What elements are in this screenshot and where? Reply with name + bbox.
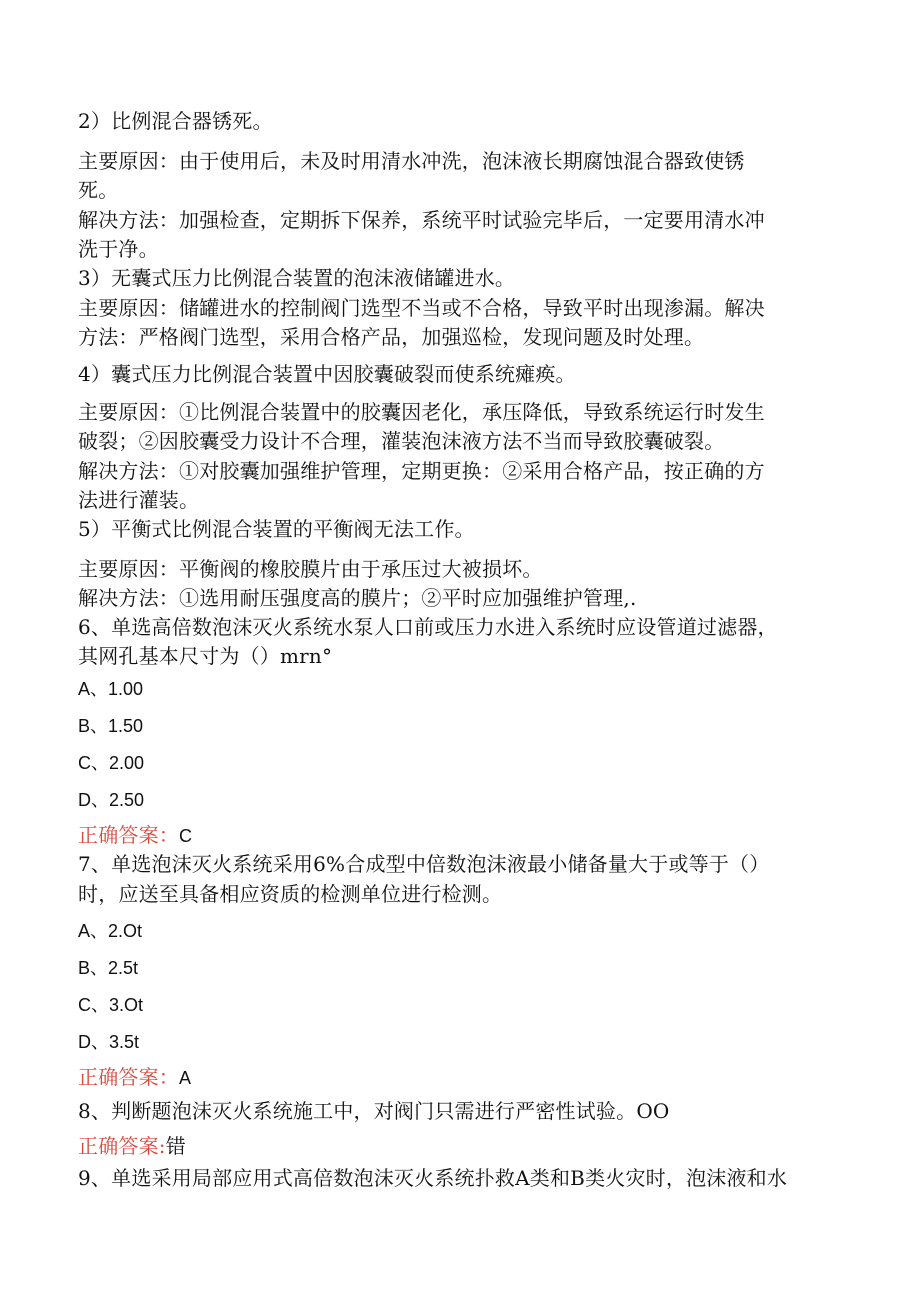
- text-line: 主要原因：平衡阀的橡胶膜片由于承压过大被损坏。: [78, 557, 543, 581]
- answer-label: 正确答案：: [78, 1065, 179, 1089]
- answer-value: C: [179, 826, 193, 846]
- answer-value: 错: [165, 1134, 186, 1158]
- question-6-option-b: B、1.50: [78, 716, 144, 736]
- heading-2-proportional-mixer-rusted: 2）比例混合器锈死。: [78, 109, 273, 133]
- question-6-option-d: D、2.50: [78, 790, 145, 810]
- text-line: 法进行灌装。: [78, 488, 200, 512]
- answer-label: 正确答案:: [78, 1134, 166, 1158]
- text-line: 主要原因：①比例混合装置中的胶囊因老化，承压降低，导致系统运行时发生: [78, 400, 765, 424]
- heading-4-bladder-rupture: 4）囊式压力比例混合装置中因胶囊破裂而使系统瘫痪。: [78, 362, 576, 386]
- question-9-text: 9、单选采用局部应用式高倍数泡沫灭火系统扑救A类和B类火灾时，泡沫液和水: [78, 1166, 788, 1190]
- text-line: 解决方法：①选用耐压强度高的膜片；②平时应加强维护管理,.: [78, 586, 637, 610]
- question-8-answer: [78, 1133, 186, 1159]
- question-6-answer: [78, 822, 192, 849]
- question-7-option-a: A、2.Ot: [78, 921, 143, 941]
- question-7-option-d: D、3.5t: [78, 1032, 140, 1052]
- text-line: 破裂；②因胶囊受力设计不合理，灌装泡沫液方法不当而导致胶囊破裂。: [78, 429, 725, 453]
- heading-5-balance-valve-failure: 5）平衡式比例混合装置的平衡阀无法工作。: [78, 517, 475, 541]
- text-line: 主要原因：由于使用后，未及时用清水冲洗，泡沫液长期腐蚀混合器致使锈: [78, 149, 745, 173]
- question-7-option-b: B、2.5t: [78, 958, 139, 978]
- question-6-text: 6、单选高倍数泡沫灭火系统水泵人口前或压力水进入系统时应设管道过滤器，: [78, 615, 778, 639]
- text-line: 主要原因：储罐进水的控制阀门选型不当或不合格，导致平时出现渗漏。解决: [78, 296, 765, 320]
- question-7-text: 时，应送至具备相应资质的检测单位进行检测。: [78, 882, 503, 906]
- heading-3-tank-water-ingress: 3）无囊式压力比例混合装置的泡沫液储罐进水。: [78, 266, 516, 290]
- text-line: 方法：严格阀门选型，采用合格产品，加强巡检，发现问题及时处理。: [78, 325, 705, 349]
- text-line: 洗于净。: [78, 237, 159, 261]
- question-8-text: 8、判断题泡沫灭火系统施工中，对阀门只需进行严密性试验。OO: [78, 1099, 670, 1123]
- text-line: 解决方法：①对胶囊加强维护管理，定期更换：②采用合格产品，按正确的方: [78, 459, 765, 483]
- question-7-option-c: C、3.Ot: [78, 995, 144, 1015]
- text-line: 解决方法：加强检查，定期拆下保养，系统平时试验完毕后，一定要用清水冲: [78, 208, 765, 232]
- question-6-option-c: C、2.00: [78, 753, 145, 773]
- question-6-option-a: A、1.00: [78, 679, 144, 699]
- question-6-text: 其网孔基本尺寸为（）mrn°: [78, 644, 333, 668]
- answer-value: A: [179, 1068, 192, 1088]
- answer-label: 正确答案：: [78, 823, 179, 847]
- question-7-answer: [78, 1064, 191, 1091]
- text-line: 死。: [78, 178, 119, 202]
- question-7-text: 7、单选泡沫灭火系统采用6%合成型中倍数泡沫液最小储备量大于或等于（）: [78, 852, 770, 876]
